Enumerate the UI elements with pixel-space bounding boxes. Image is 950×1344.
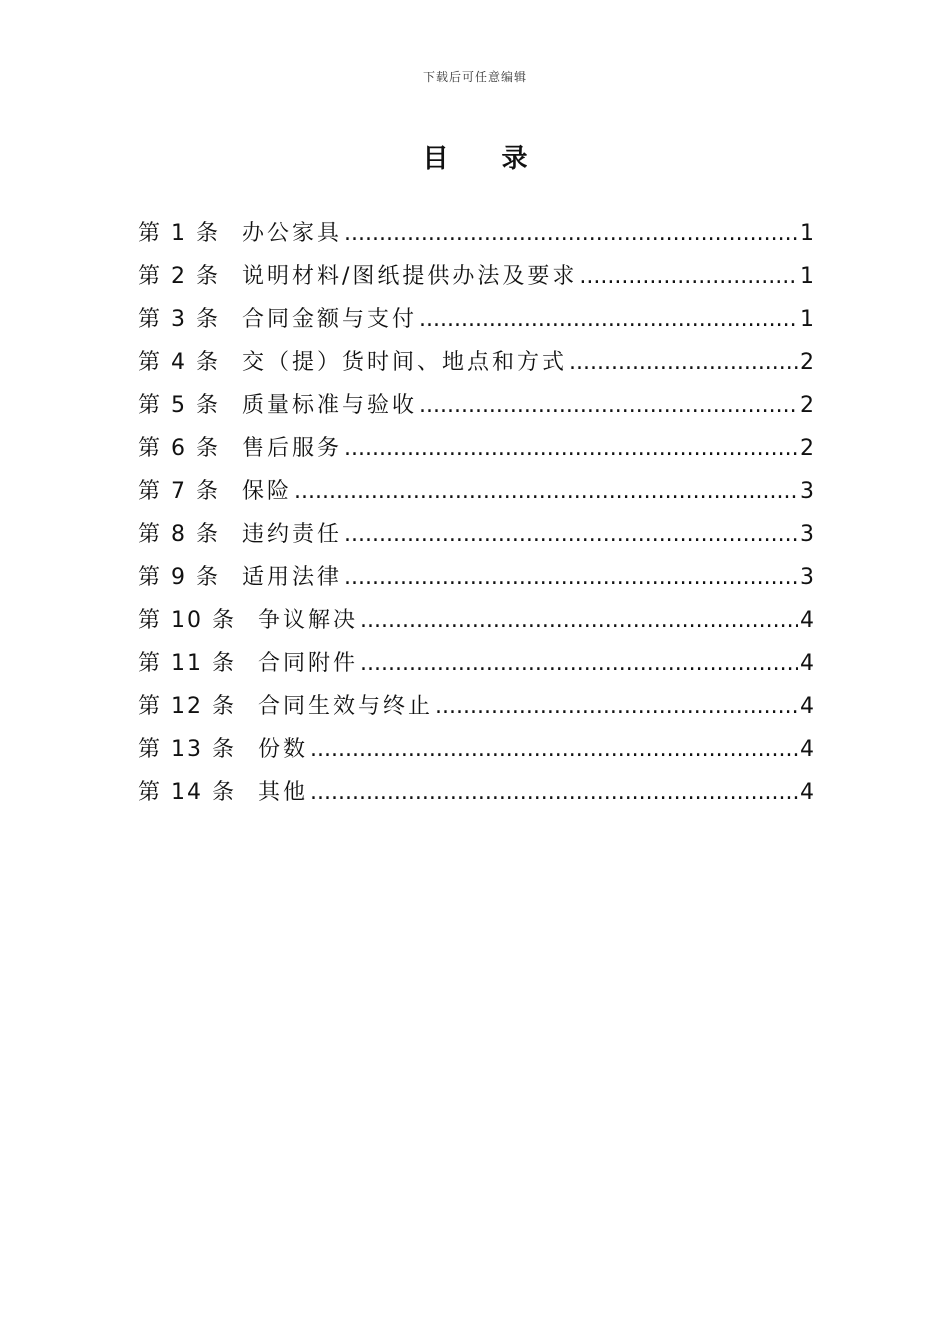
toc-item[interactable] <box>138 599 814 642</box>
toc-item-label: 交（提）货时间、地点和方式 <box>241 350 567 375</box>
toc-item[interactable] <box>138 470 814 513</box>
toc-dot-leader <box>344 427 798 470</box>
toc-item-page: 4 <box>800 651 814 676</box>
toc-item-number: 第 8 条 <box>138 522 220 547</box>
toc-item-page: 4 <box>800 608 814 633</box>
toc-item-label: 办公家具 <box>241 221 342 246</box>
header-note: 下载后可任意编辑 <box>422 70 527 84</box>
toc-item-label: 合同生效与终止 <box>257 694 433 719</box>
toc-dot-leader <box>294 470 798 513</box>
toc-dot-leader <box>419 298 798 341</box>
toc-item-label: 售后服务 <box>241 436 342 461</box>
page-title: 目 录 <box>422 144 550 174</box>
toc-item-label: 合同金额与支付 <box>241 307 417 332</box>
toc-item-number: 第 6 条 <box>138 436 220 461</box>
toc-item-page: 2 <box>800 350 814 375</box>
toc-item[interactable] <box>138 771 814 814</box>
toc-item-number: 第 1 条 <box>138 221 220 246</box>
toc-item-number: 第 13 条 <box>138 737 236 762</box>
toc-item-number: 第 4 条 <box>138 350 220 375</box>
toc-item[interactable] <box>138 556 814 599</box>
toc-dot-leader <box>310 728 798 771</box>
toc-item-label: 其他 <box>257 780 308 805</box>
toc-dot-leader <box>310 771 798 814</box>
toc-item-page: 3 <box>800 479 814 504</box>
toc-item-page: 2 <box>800 436 814 461</box>
toc-item-number: 第 10 条 <box>138 608 236 633</box>
toc-item[interactable] <box>138 685 814 728</box>
toc-item-number: 第 14 条 <box>138 780 236 805</box>
toc-item[interactable] <box>138 513 814 556</box>
toc-item-label: 保险 <box>241 479 292 504</box>
toc-item-number: 第 11 条 <box>138 651 236 676</box>
toc-item-label: 说明材料/图纸提供办法及要求 <box>241 264 578 289</box>
toc-item[interactable] <box>138 255 814 298</box>
toc-dot-leader <box>360 642 798 685</box>
toc-dot-leader <box>579 255 798 298</box>
toc-item-label: 适用法律 <box>241 565 342 590</box>
toc-item-page: 4 <box>800 780 814 805</box>
toc-dot-leader <box>435 685 798 728</box>
toc-dot-leader <box>360 599 798 642</box>
toc-item-number: 第 3 条 <box>138 307 220 332</box>
table-of-contents <box>138 212 814 814</box>
toc-item[interactable] <box>138 384 814 427</box>
toc-item[interactable] <box>138 298 814 341</box>
toc-item-page: 2 <box>800 393 814 418</box>
toc-item[interactable] <box>138 427 814 470</box>
toc-item-page: 3 <box>800 565 814 590</box>
toc-item-number: 第 2 条 <box>138 264 220 289</box>
toc-dot-leader <box>419 384 798 427</box>
toc-item-number: 第 12 条 <box>138 694 236 719</box>
toc-dot-leader <box>344 513 798 556</box>
toc-item-number: 第 7 条 <box>138 479 220 504</box>
toc-item-page: 3 <box>800 522 814 547</box>
toc-item-page: 1 <box>800 221 814 246</box>
toc-item-label: 违约责任 <box>241 522 342 547</box>
toc-item[interactable] <box>138 642 814 685</box>
toc-item-page: 4 <box>800 737 814 762</box>
toc-dot-leader <box>344 212 798 255</box>
toc-item-label: 质量标准与验收 <box>241 393 417 418</box>
toc-item-number: 第 5 条 <box>138 393 220 418</box>
toc-item[interactable] <box>138 728 814 771</box>
toc-item-label: 争议解决 <box>257 608 358 633</box>
toc-dot-leader <box>569 341 798 384</box>
toc-item-label: 合同附件 <box>257 651 358 676</box>
toc-item[interactable] <box>138 341 814 384</box>
toc-item-label: 份数 <box>257 737 308 762</box>
toc-item-number: 第 9 条 <box>138 565 220 590</box>
toc-item[interactable] <box>138 212 814 255</box>
toc-item-page: 1 <box>800 264 814 289</box>
toc-item-page: 4 <box>800 694 814 719</box>
toc-dot-leader <box>344 556 798 599</box>
toc-item-page: 1 <box>800 307 814 332</box>
